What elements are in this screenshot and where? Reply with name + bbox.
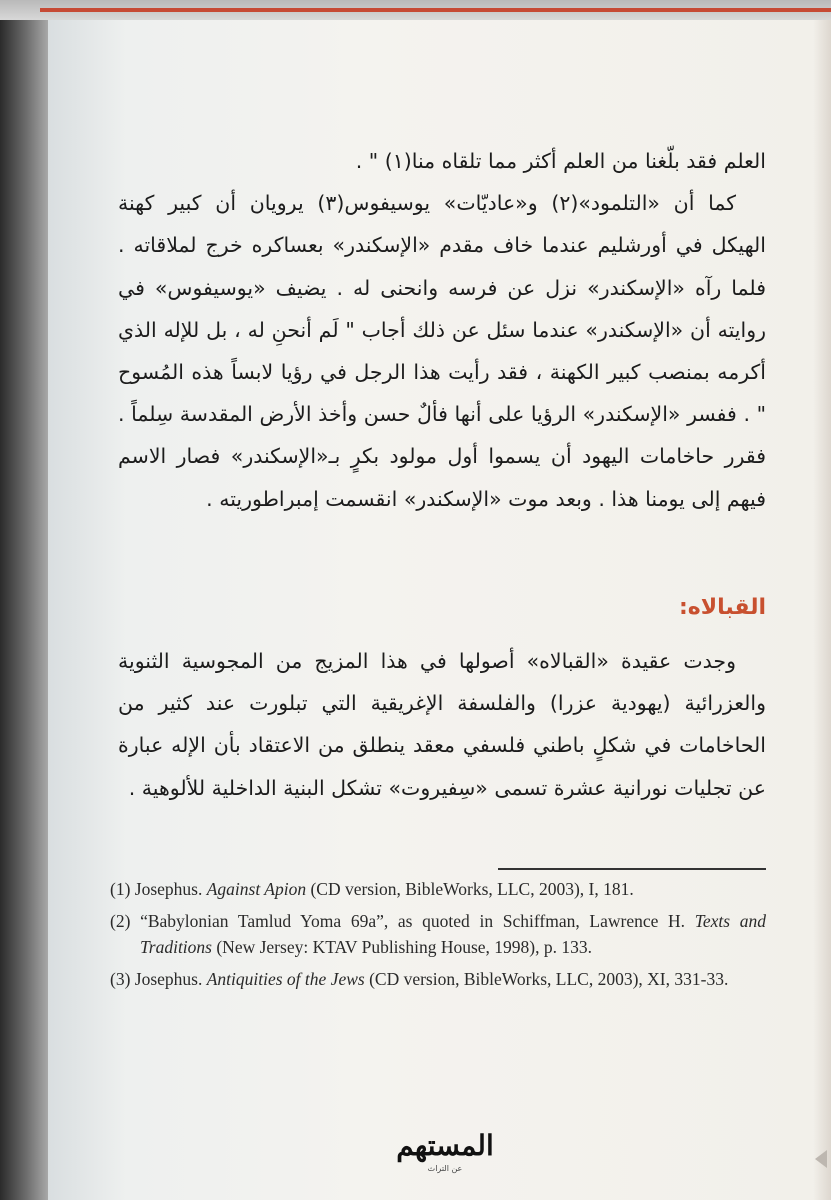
main-text [118,140,766,520]
top-accent-line [40,8,831,12]
footnote-3-number: (3) [110,969,131,989]
publisher-logo [390,1128,500,1184]
footnote-2 [110,908,766,960]
footnote-2-number: (2) [110,911,131,931]
logo-word: المستهم [396,1129,494,1162]
footnote-3 [110,966,766,992]
footnote-3-title: Antiquities of the Jews [206,969,365,989]
footnote-separator [498,868,766,870]
footnote-3-pre: Josephus. [134,969,203,989]
footnote-1-title: Against Apion [206,879,307,899]
paragraph-1-text: العلم فقد بلّغنا من العلم أكثر مما تلقاه منا(١) " . [355,149,766,173]
section-paragraph-text: وجدت عقيدة «القبالاه» أصولها في هذا المزيج من المجوسية الثنوية والعزرائية (يهودية عزرا) والفلسفة الإغريقية التي تبلورت عند كثير من الحاخامات في شكلٍ باطني فلسفي معقد ينطلق من الاعتقاد بأن الإله عبارة عن تجليات نورانية عشرة تسمى «سِفيروت» تشكل البنية الداخلية للألوهية . [118,649,766,800]
page-turn-arrow-icon[interactable] [815,1150,827,1168]
footnote-1 [110,876,766,902]
logo-subtitle: عن التراث [427,1164,463,1173]
footnote-2-pre: “Babylonian Tamlud Yoma 69a”, as quoted in Schiffman, Lawrence H. [140,911,686,931]
footnote-1-pre: Josephus. [134,879,203,899]
footnotes [110,876,766,998]
footnote-1-post: (CD version, BibleWorks, LLC, 2003), I, 181. [310,879,634,899]
footnote-2-post: (New Jersey: KTAV Publishing House, 1998), p. 133. [216,937,593,957]
paragraph-1 [118,140,766,182]
footnote-3-post: (CD version, BibleWorks, LLC, 2003), XI, 331-33. [369,969,729,989]
section-heading: القبالاه: [678,595,766,620]
page-binding-shadow [0,20,48,1200]
page-right-edge [813,20,831,1200]
footnote-1-number: (1) [110,879,131,899]
footnote-2-title: Texts and Traditions [140,911,767,957]
paragraph-2-text: كما أن «التلمود»(٢) و«عاديّات» يوسيفوس(٣) يرويان أن كبير كهنة الهيكل في أورشليم عندما خاف مقدم «الإسكندر» بعساكره خرج لملاقاته . فلما رآه «الإسكندر» نزل عن فرسه وانحنى له . يضيف «يوسيفوس» في روايته أن «الإسكندر» عندما سئل عن ذلك أجاب " لَم أنحنِ له ، بل للإله الذي أكرمه بمنصب كبير الكهنة ، فقد رأيت هذا الرجل في رؤيا لابساً هذه المُسوح " . ففسر «الإسكندر» الرؤيا على أنها فألٌ حسن وأخذ الأرض المقدسة سِلماً . فقرر حاخامات اليهود أن يسموا أول مولود بكرٍ بـ«الإسكندر» فصار الاسم فيهم إلى يومنا هذا . وبعد موت «الإسكندر» انقسمت إمبراطوريته . [118,191,766,511]
paragraph-2 [118,182,766,520]
section-paragraph [118,640,766,809]
top-bar [0,0,831,20]
